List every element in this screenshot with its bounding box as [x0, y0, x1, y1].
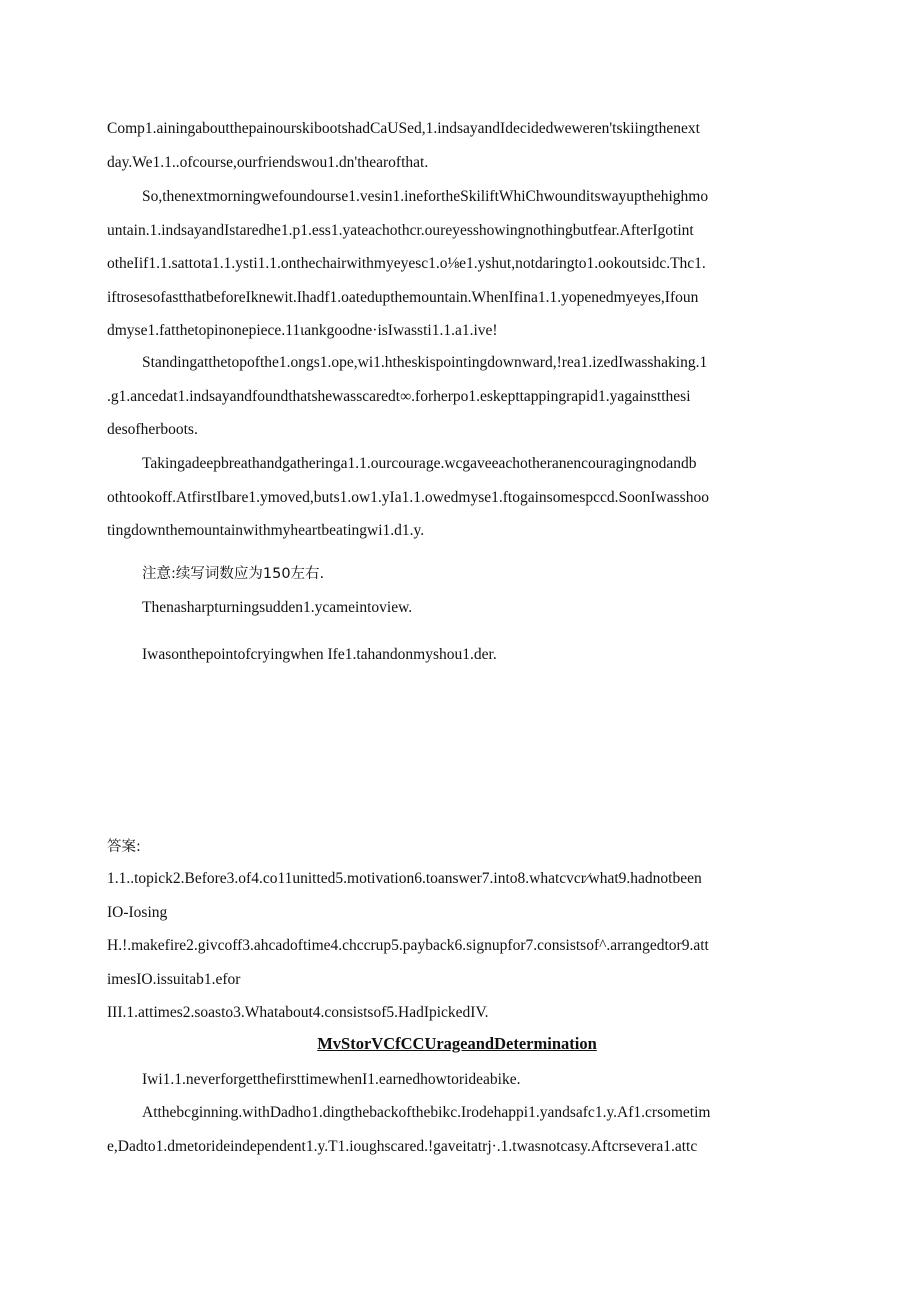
- passage-paragraph-3: [107, 346, 807, 447]
- text-line: dmyse1.fatthetopinonepiece.11ιankgoodne·isIwassti1.1.a1.ive!: [107, 322, 498, 339]
- answer-line: 1.1..topick2.Before3.of4.co11unitted5.motivation6.toanswer7.into8.whatcvcr∕what9.hadnotbeen: [107, 870, 702, 887]
- essay-paragraph-2: [107, 1096, 807, 1163]
- text-line: Iwi1.1.neverforgetthefirsttimewhenI1.earnedhowtorideabike.: [142, 1071, 521, 1088]
- text-line: untain.1.indsayandIstaredhe1.p1.ess1.yateachothcr.oureyesshowingnothingbutfear.AfterIgotint: [107, 221, 694, 239]
- text-line: otheIif1.1.sattota1.1.ysti1.1.onthechairwithmyeyesc1.o⅛e1.yshut,notdaringto1.ookoutsidc.Thc1.: [107, 255, 706, 272]
- text-line: tingdownthemountainwithmyheartbeatingwi1.d1.y.: [107, 522, 425, 539]
- passage-paragraph-2: [107, 180, 807, 348]
- answer-line: imesIO.issuitab1.efor: [107, 970, 241, 988]
- passage-paragraph-4: [107, 447, 807, 548]
- continuation-prompt-2: [142, 638, 807, 672]
- text-line: e,Dadto1.dmetorideindependent1.y.T1.ioughscared.!gaveitatrj·.1.twasnotcasy.Aftcrsevera1.attc: [107, 1137, 698, 1155]
- answer-line: H.!.makefire2.givcoff3.ahcadoftime4.chccrup5.payback6.signupfor7.consistsof^.arrangedtor9.att: [107, 937, 709, 954]
- essay-title: MvStorVCfCCUrageandDetermination: [317, 1034, 597, 1053]
- prompt-text: Iwasonthepointofcryingwhen Ife1.tahandonmyshou1.der.: [142, 646, 497, 663]
- note-text: 注意:续写词数应为150左右.: [142, 566, 325, 582]
- text-line: desofherboots.: [107, 421, 198, 438]
- text-line: day.We1.1..ofcourse,ourfriendswou1.dn'thearofthat.: [107, 153, 429, 171]
- answer-line: III.1.attimes2.soasto3.Whatabout4.consistsof5.HadIpickedIV.: [107, 1004, 489, 1021]
- word-count-note: [142, 558, 807, 592]
- continuation-prompt-1: [142, 591, 807, 625]
- text-line: Standingatthetopofthe1.ongs1.ope,wi1.htheskispointingdownward,!rea1.izedIwasshaking.1: [142, 354, 708, 371]
- answer-line: IO-Iosing: [107, 903, 168, 921]
- text-line: iftrosesofastthatbeforeIknewit.Ihadf1.oatedupthemountain.WhenIfina1.1.yopenedmyeyes,Ifoun: [107, 288, 699, 306]
- text-line: So,thenextmorningwefoundourse1.vesin1.inefortheSkiliftWhiChwounditswayupthehighmo: [142, 188, 709, 205]
- text-line: Atthebcginning.withDadho1.dingthebackofthebikc.Irodehappi1.yandsafc1.y.Af1.crsometim: [142, 1104, 711, 1121]
- answers-label-text: 答案:: [107, 839, 141, 855]
- text-line: othtookoff.AtfirstIbare1.ymoved,buts1.ow1.yIa1.1.owedmyse1.ftogainsomespccd.SoonIwasshoo: [107, 488, 709, 506]
- answers-block: [107, 862, 807, 1030]
- essay-paragraph-1: [142, 1063, 807, 1097]
- text-line: .g1.ancedat1.indsayandfoundthatshewasscaredt∞.forherpo1.eskepttappingrapid1.yagainstthesi: [107, 387, 691, 405]
- text-line: Takingadeepbreathandgatheringa1.1.ourcourage.wcgaveeachotheranencouragingnodandb: [142, 455, 697, 472]
- answers-label: [107, 831, 807, 865]
- text-line: Comp1.ainingaboutthepainourskibootshadCaUSed,1.indsayandIdecidedweweren'tskiingthenext: [107, 120, 700, 137]
- passage-paragraph-1: [107, 112, 807, 179]
- prompt-text: Thenasharpturningsudden1.ycameintoview.: [142, 599, 413, 616]
